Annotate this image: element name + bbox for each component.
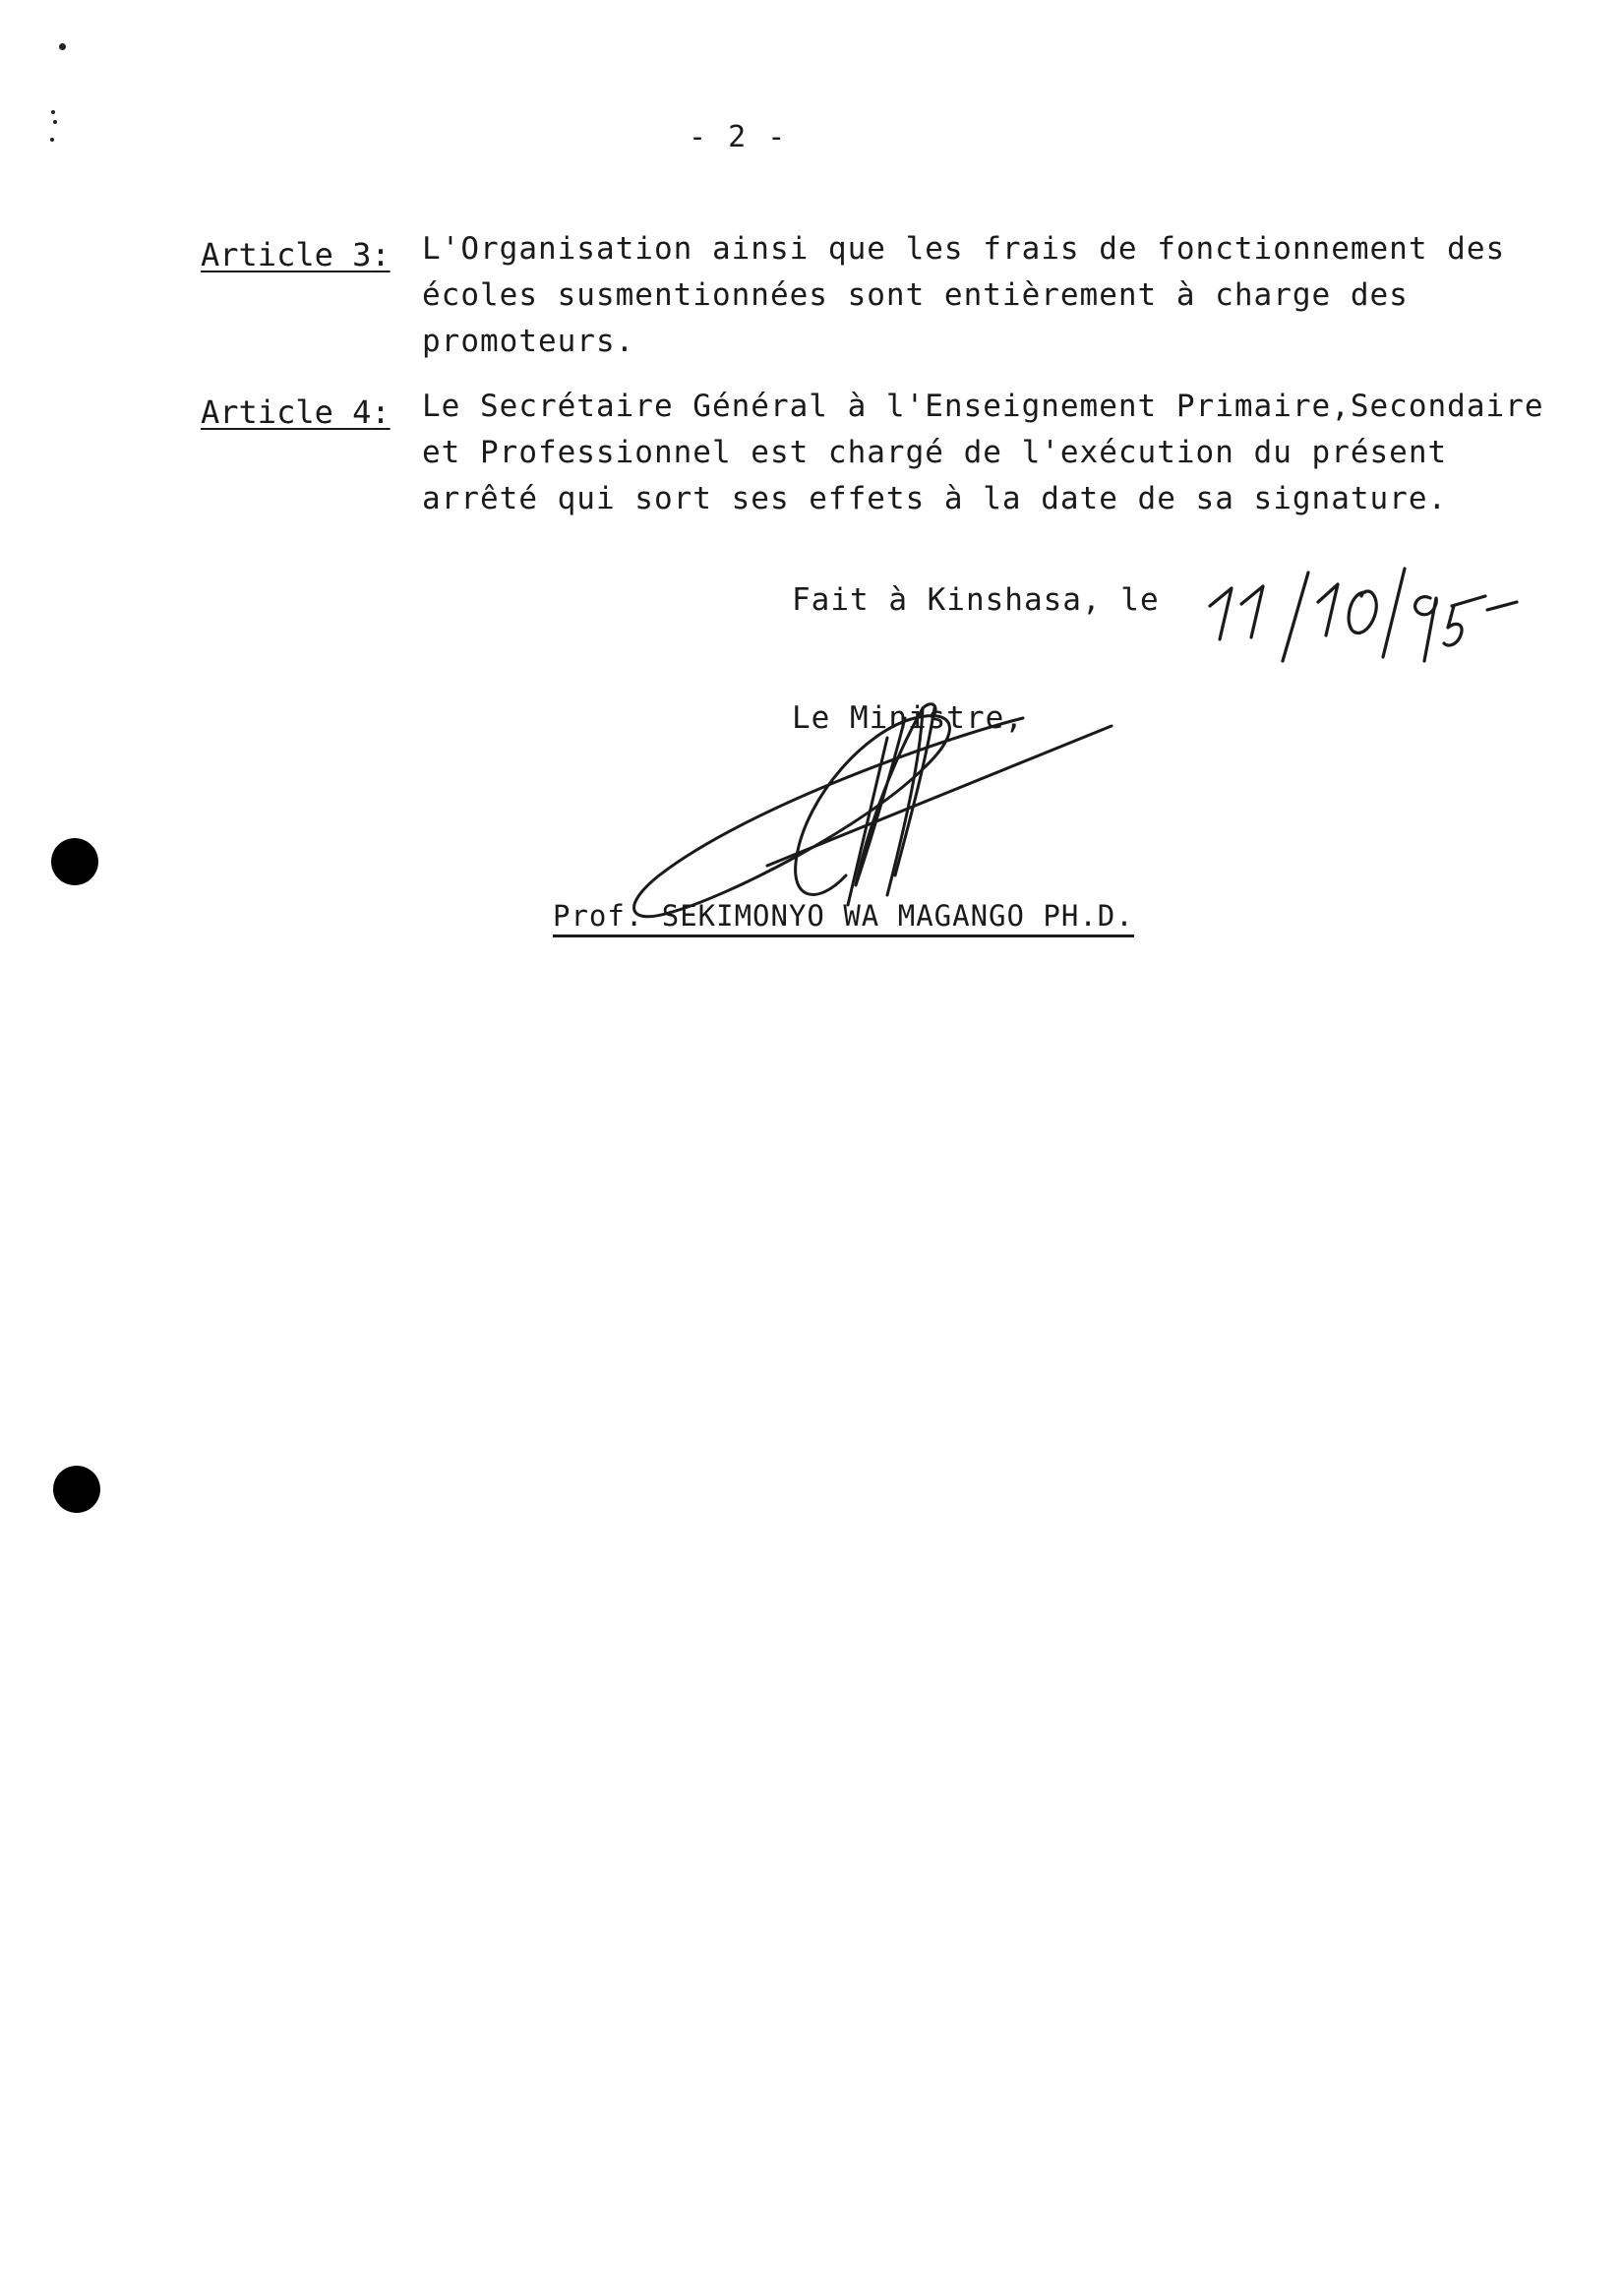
article-line: L'Organisation ainsi que les frais de fonctionnement des (422, 231, 1506, 267)
article-line: écoles susmentionnées sont entièrement à charge des (422, 277, 1409, 313)
handwritten-date (1206, 559, 1521, 667)
article-line: et Professionnel est chargé de l'exécution du présent (422, 435, 1448, 470)
place-line: Fait à Kinshasa, le (792, 582, 1160, 618)
article-label-text: Article 3 (201, 236, 372, 273)
scan-speck (59, 43, 66, 50)
scan-speck (51, 110, 55, 114)
scan-speck (50, 138, 54, 142)
article-body (422, 226, 1612, 365)
handwritten-signature (610, 679, 1121, 934)
punch-hole (51, 838, 98, 885)
article-colon: : (371, 236, 391, 273)
article-label-text: Article 4 (201, 393, 372, 431)
punch-hole (53, 1466, 100, 1513)
signatory-name: Prof. SEKIMONYO WA MAGANGO PH.D. (553, 899, 1134, 937)
article-line: Le Secrétaire Général à l'Enseignement Primaire,Secondaire (422, 389, 1544, 424)
article-label (201, 236, 391, 273)
page-number: - 2 - (689, 120, 788, 154)
article-label (201, 393, 391, 431)
article-line: promoteurs. (422, 324, 635, 359)
scan-speck (53, 120, 57, 124)
signatory-title: Le Ministre, (792, 700, 1024, 736)
article-body (422, 384, 1612, 522)
article-line: arrêté qui sort ses effets à la date de sa signature. (422, 481, 1448, 516)
article-colon: : (371, 393, 391, 431)
